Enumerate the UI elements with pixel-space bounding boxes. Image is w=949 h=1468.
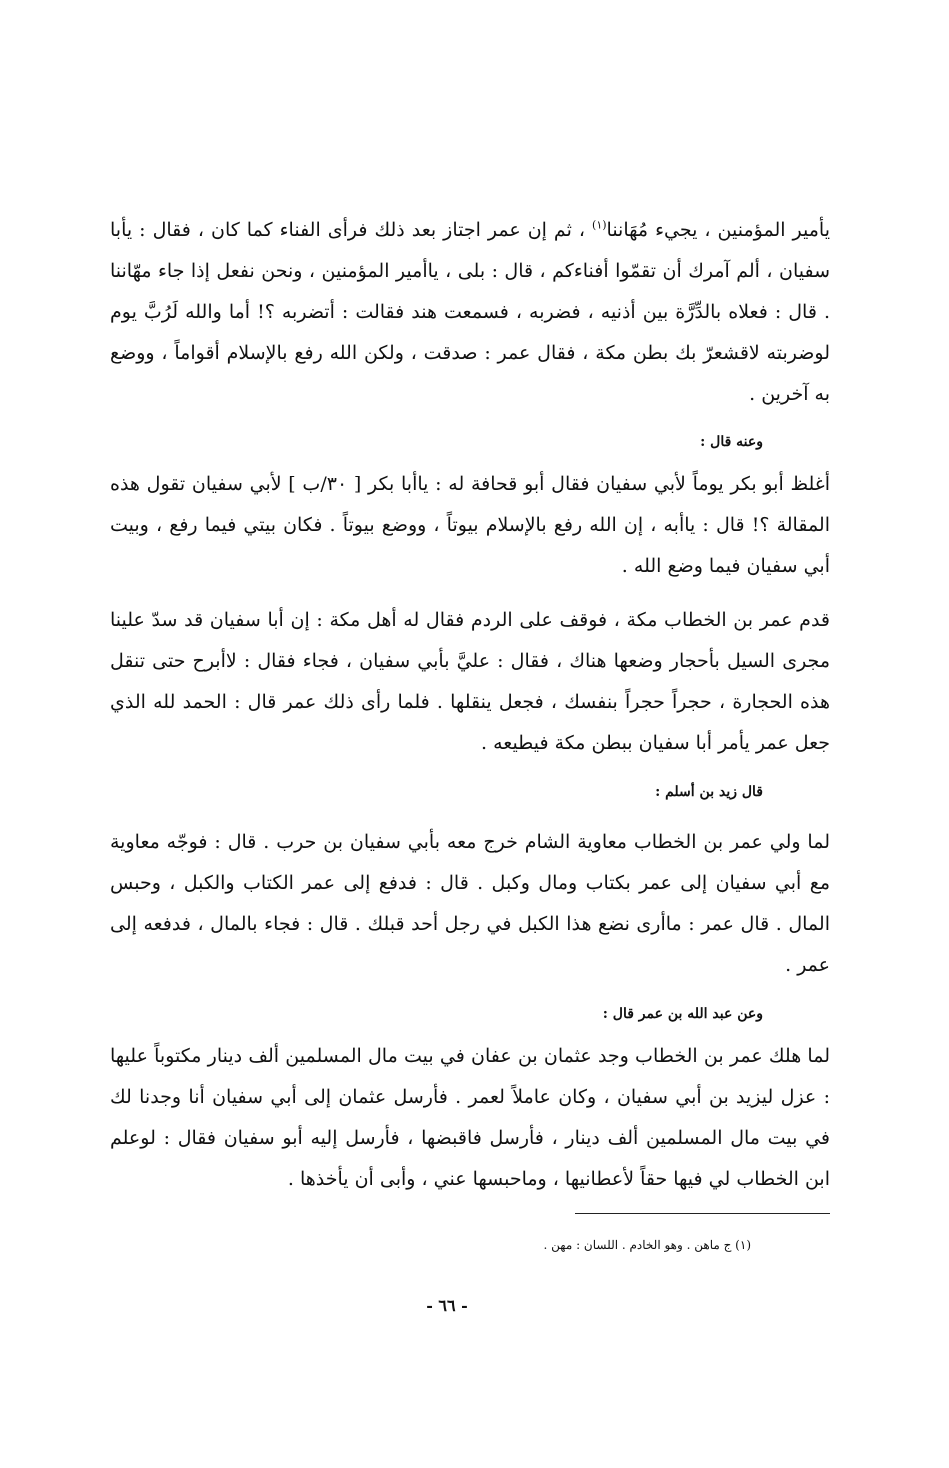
section-heading-abdullah-bin-umar: وعن عبد الله بن عمر قال : bbox=[602, 1006, 763, 1022]
footnote-text: (١) ج ماهن . وهو الخادم . اللسان : مهن . bbox=[543, 1238, 751, 1252]
paragraph-muawiya-sham: لما ولي عمر بن الخطاب معاوية الشام خرج معه بأبي سفيان بن حرب . قال : فوجّه معاوية مع أبي سفيان إلى عمر بكتاب ومال وكبل . قال : فدفع إلى عمر الكتاب والكبل ، وحبس المال . قال عمر : ماأرى نضع هذا الكبل في رجل أحد قبلك . قال : فجاء بالمال ، فدفعه إلى عمر . bbox=[110, 831, 830, 976]
page-number: - ٦٦ - bbox=[426, 1296, 468, 1315]
paragraph-umar-in-makkah: قدم عمر بن الخطاب مكة ، فوقف على الردم فقال له أهل مكة : إن أبا سفيان قد سدّ علينا مجرى السيل بأحجار وضعها هناك ، فقال : عليَّ بأبي سفيان ، فجاء فقال : لاأبرح حتى تنقل هذه الحجارة ، حجراً حجراً بنفسك ، فجعل ينقلها . فلما رأى ذلك عمر قال : الحمد لله الذي جعل عمر يأمر أبا سفيان ببطن مكة فيطيعه . bbox=[110, 609, 830, 754]
paragraph-lead-text: يأمير المؤمنين ، يجيء مُهَاننا bbox=[606, 219, 830, 241]
paragraph-umar-abu-sufyan-courtyard bbox=[110, 210, 830, 415]
section-heading-zayd-bin-aslam: قال زيد بن أسلم : bbox=[655, 784, 763, 800]
footnote-divider bbox=[575, 1213, 830, 1214]
paragraph-continued-text: ، ثم إن عمر اجتاز بعد ذلك فرأى الفناء كما كان ، فقال : يأبا سفيان ، ألم آمرك أن تقمّوا أفناءكم ، قال : بلى ، ياأمير المؤمنين ، ونحن نفعل إذا جاء مهّاننا . قال : فعلاه بالدِّرَّة بين أذنيه ، فضربه ، فسمعت هند فقالت : أتضربه ؟! أما والله لَرُبَّ يوم لوضربته لاقشعرّ بك بطن مكة ، فقال عمر : صدقت ، ولكن الله رفع بالإسلام أقواماً ، ووضع به آخرين . bbox=[110, 219, 830, 405]
paragraph-uthman-thousand-dinars: لما هلك عمر بن الخطاب وجد عثمان بن عفان في بيت مال المسلمين ألف دينار مكتوباً عليها : عزل ليزيد بن أبي سفيان ، وكان عاملاً لعمر . فأرسل عثمان إلى أبي سفيان أنا وجدنا لك في بيت مال المسلمين ألف دينار ، فأرسل فاقبضها ، فأرسل إليه أبو سفيان فقال : لوعلم ابن الخطاب لي فيها حقاً لأعطانيها ، وماحبسها عني ، وأبى أن يأخذها . bbox=[110, 1045, 830, 1190]
footnote-marker: (١) bbox=[592, 218, 607, 232]
paragraph-abu-bakr-abu-quhafa: أغلظ أبو بكر يوماً لأبي سفيان فقال أبو قحافة له : ياأبا بكر [ ٣٠/ب ] لأبي سفيان تقول هذه المقالة ؟! قال : ياأبه ، إن الله رفع بالإسلام بيوتاً ، ووضع بيوتاً . فكان بيتي فيما رفع ، وبيت أبي سفيان فيما وضع الله . bbox=[110, 473, 830, 577]
section-heading-wa-anhu: وعنه قال : bbox=[700, 434, 763, 450]
